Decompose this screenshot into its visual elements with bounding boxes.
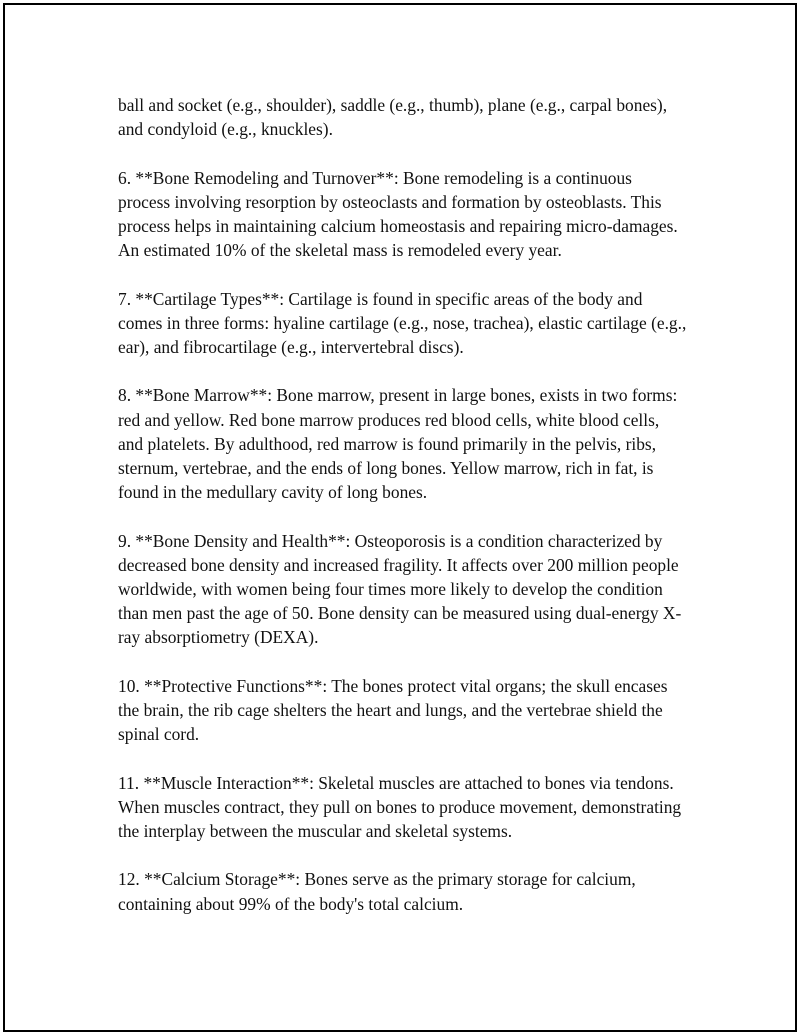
- paragraph-cartilage-types: 7. **Cartilage Types**: Cartilage is found in specific areas of the body and comes in three forms: hyaline cartilage (e.g., nose, trachea), elastic cartilage (e.g., ear), and fibrocartilage (e.g., intervertebral discs).: [118, 288, 687, 357]
- paragraph-muscle-interaction: 11. **Muscle Interaction**: Skeletal muscles are attached to bones via tendons. When muscles contract, they pull on bones to produce movement, demonstrating the interplay between the muscular and skeletal systems.: [118, 772, 682, 841]
- paragraph-bone-remodeling: 6. **Bone Remodeling and Turnover**: Bone remodeling is a continuous process involving resorption by osteoclasts and formation by osteoblasts. This process helps in maintaining calcium homeostasis and repairing micro-damages. An estimated 10% of the skeletal mass is remodeled every year.: [118, 167, 678, 261]
- paragraph-protective-functions: 10. **Protective Functions**: The bones protect vital organs; the skull encases the brain, the rib cage shelters the heart and lungs, and the vertebrae shield the spinal cord.: [118, 675, 668, 745]
- document-body: [118, 93, 688, 940]
- paragraph-bone-density: 9. **Bone Density and Health**: Osteoporosis is a condition characterized by decreased bone density and increased fragility. It affects over 200 million people worldwide, with women being four times more likely to develop the condition than men past the age of 50. Bone density can be measured using dual-energy X-ray absorptiometry (DEXA).: [118, 530, 682, 648]
- paragraph-joint-types: ball and socket (e.g., shoulder), saddle (e.g., thumb), plane (e.g., carpal bones), and condyloid (e.g., knuckles).: [118, 95, 668, 140]
- paragraph-calcium-storage: 12. **Calcium Storage**: Bones serve as the primary storage for calcium, containing about 99% of the body's total calcium.: [118, 869, 636, 914]
- paragraph-bone-marrow: 8. **Bone Marrow**: Bone marrow, present in large bones, exists in two forms: red and yellow. Red bone marrow produces red blood cells, white blood cells, and platelets. By adulthood, red marrow is found primarily in the pelvis, ribs, sternum, vertebrae, and the ends of long bones. Yellow marrow, rich in fat, is found in the medullary cavity of long bones.: [118, 385, 678, 503]
